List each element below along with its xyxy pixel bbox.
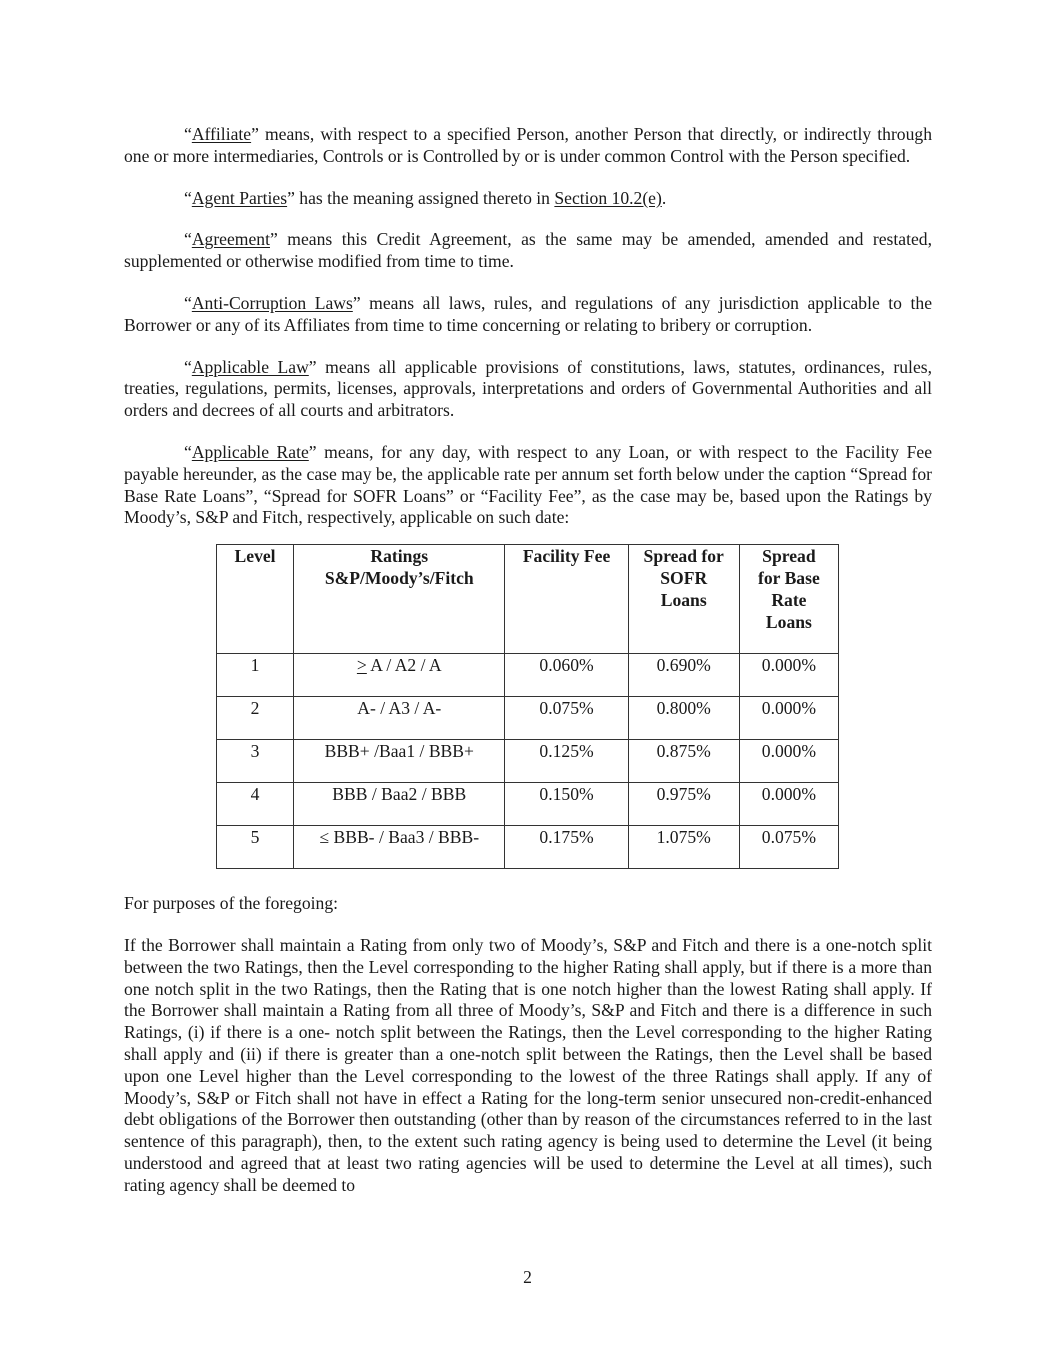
cell-level: 4: [217, 783, 294, 826]
cell-sofr-spread: 0.975%: [628, 783, 739, 826]
close-quote: ”: [308, 441, 317, 462]
table-row: [217, 783, 839, 826]
cell-base-spread: 0.075%: [739, 826, 838, 869]
cell-base-spread: 0.000%: [739, 697, 838, 740]
rating-text: A / A2 / A: [366, 655, 442, 676]
cell-facility-fee: 0.125%: [505, 740, 628, 783]
definition-text: means, for any day, with respect to any Loan, or with respect to the Facility Fee payable hereunder, as the case may be, the applicable rate per annum set forth below under the caption “Spread for Base Rate Loans”, “Spread for SOFR Loans” or “Facility Fee”, as the case may be, based upon the Ratings by Moody’s, S&P and Fitch, respectively, applicable on such date:: [124, 441, 933, 528]
defined-term-affiliate: Affiliate: [191, 124, 252, 144]
cell-base-spread: 0.000%: [739, 740, 838, 783]
cell-level: 1: [217, 654, 294, 697]
header-facility-fee: Facility Fee: [505, 545, 628, 654]
header-level: Level: [217, 545, 294, 654]
definition-text: means, with respect to a specified Person, another Person that directly, or indirectly through one or more intermediaries, Controls or is Controlled by or is under common Control with the Person specified.: [124, 124, 932, 166]
cell-rating: [294, 654, 505, 697]
open-quote: “: [184, 292, 192, 313]
header-ratings: Ratings S&P/Moody’s/Fitch: [294, 545, 505, 654]
cell-sofr-spread: 0.690%: [628, 654, 739, 697]
close-quote: ”: [352, 292, 361, 313]
open-quote: “: [184, 229, 192, 250]
table-header-row: [217, 545, 839, 654]
cell-base-spread: 0.000%: [739, 783, 838, 826]
open-quote: “: [184, 356, 192, 377]
definition-text: has the meaning assigned thereto in: [294, 187, 555, 208]
open-quote: “: [184, 187, 192, 208]
defined-term-anti-corruption-laws: Anti-Corruption Laws: [191, 292, 353, 313]
table-row: [217, 740, 839, 783]
rating-split-paragraph: If the Borrower shall maintain a Rating from only two of Moody’s, S&P and Fitch and there is a one-notch split between the two Ratings, then the Level corresponding to the higher Rating shall apply, but if there is a more than one notch split in the two Ratings, then the Rating that is one notch higher than the lowest Rating shall apply. If the Borrower shall maintain a Rating from all three of Moody’s, S&P and Fitch and there is a difference in such Ratings, (i) if there is a one- notch split between the Ratings, then the Level corresponding to the higher Rating shall apply and (ii) if there is greater than a one-notch split between the Ratings, then the Level shall be based upon one Level higher than the Level corresponding to the lowest of the three Ratings shall apply. If any of Moody’s, S&P or Fitch shall not have in effect a Rating for the long-term senior unsecured non-credit-enhanced debt obligations of the Borrower then outstanding (other than by reason of the circumstances referred to in the last sentence of this paragraph), then, to the extent such rating agency is being used to determine the Level (it being understood and agreed that at least two rating agencies will be used to determine the Level at all times), such rating agency shall be deemed to: [124, 934, 932, 1195]
defined-term-agreement: Agreement: [191, 229, 270, 250]
cell-rating: BBB+ /Baa1 / BBB+: [294, 740, 505, 783]
section-reference: Section 10.2(e): [554, 187, 662, 208]
cell-sofr-spread: 0.875%: [628, 740, 739, 783]
definition-applicable-law: [124, 357, 932, 422]
cell-rating: BBB / Baa2 / BBB: [294, 783, 505, 826]
open-quote: “: [184, 441, 192, 462]
cell-facility-fee: 0.075%: [505, 697, 628, 740]
definition-agent-parties: [124, 188, 932, 210]
close-quote: ”: [269, 229, 278, 250]
applicable-rate-table: [216, 544, 839, 869]
definition-anti-corruption-laws: [124, 293, 932, 337]
document-page: [124, 124, 932, 1217]
table-row: [217, 654, 839, 697]
defined-term-applicable-law: Applicable Law: [191, 356, 309, 377]
open-quote: “: [184, 124, 192, 144]
definition-tail: .: [661, 187, 667, 208]
definition-text: means all applicable provisions of constitutions, laws, statutes, ordinances, rules, treaties, regulations, permits, licenses, approvals, interpretations and orders of Governmental Authorities and all orders and decrees of all courts and arbitrators.: [124, 356, 932, 421]
cell-rating: ≤ BBB- / Baa3 / BBB-: [294, 826, 505, 869]
cell-facility-fee: 0.060%: [505, 654, 628, 697]
close-quote: ”: [287, 187, 295, 208]
definition-applicable-rate: [124, 442, 932, 529]
rating-prefix: >: [356, 655, 367, 676]
for-purposes-line: For purposes of the foregoing:: [124, 893, 339, 914]
page-number: 2: [523, 1267, 532, 1287]
cell-level: 3: [217, 740, 294, 783]
header-spread-sofr: Spread for SOFR Loans: [628, 545, 739, 654]
table-row: [217, 826, 839, 869]
close-quote: ”: [251, 124, 259, 144]
definition-text: means this Credit Agreement, as the same may be amended, amended and restated, supplemented or otherwise modified from time to time.: [124, 229, 932, 272]
cell-facility-fee: 0.175%: [505, 826, 628, 869]
definition-affiliate: [124, 124, 932, 168]
cell-level: 5: [217, 826, 294, 869]
defined-term-applicable-rate: Applicable Rate: [191, 441, 309, 462]
definition-agreement: [124, 229, 932, 273]
table-row: [217, 697, 839, 740]
definition-text: means all laws, rules, and regulations of any jurisdiction applicable to the Borrower or any of its Affiliates from time to time concerning or relating to bribery or corruption.: [124, 292, 933, 335]
cell-rating: A- / A3 / A-: [294, 697, 505, 740]
cell-level: 2: [217, 697, 294, 740]
cell-sofr-spread: 0.800%: [628, 697, 739, 740]
defined-term-agent-parties: Agent Parties: [191, 187, 288, 208]
cell-sofr-spread: 1.075%: [628, 826, 739, 869]
close-quote: ”: [308, 356, 317, 377]
header-spread-base-rate: Spread for Base Rate Loans: [739, 545, 838, 654]
cell-base-spread: 0.000%: [739, 654, 838, 697]
cell-facility-fee: 0.150%: [505, 783, 628, 826]
